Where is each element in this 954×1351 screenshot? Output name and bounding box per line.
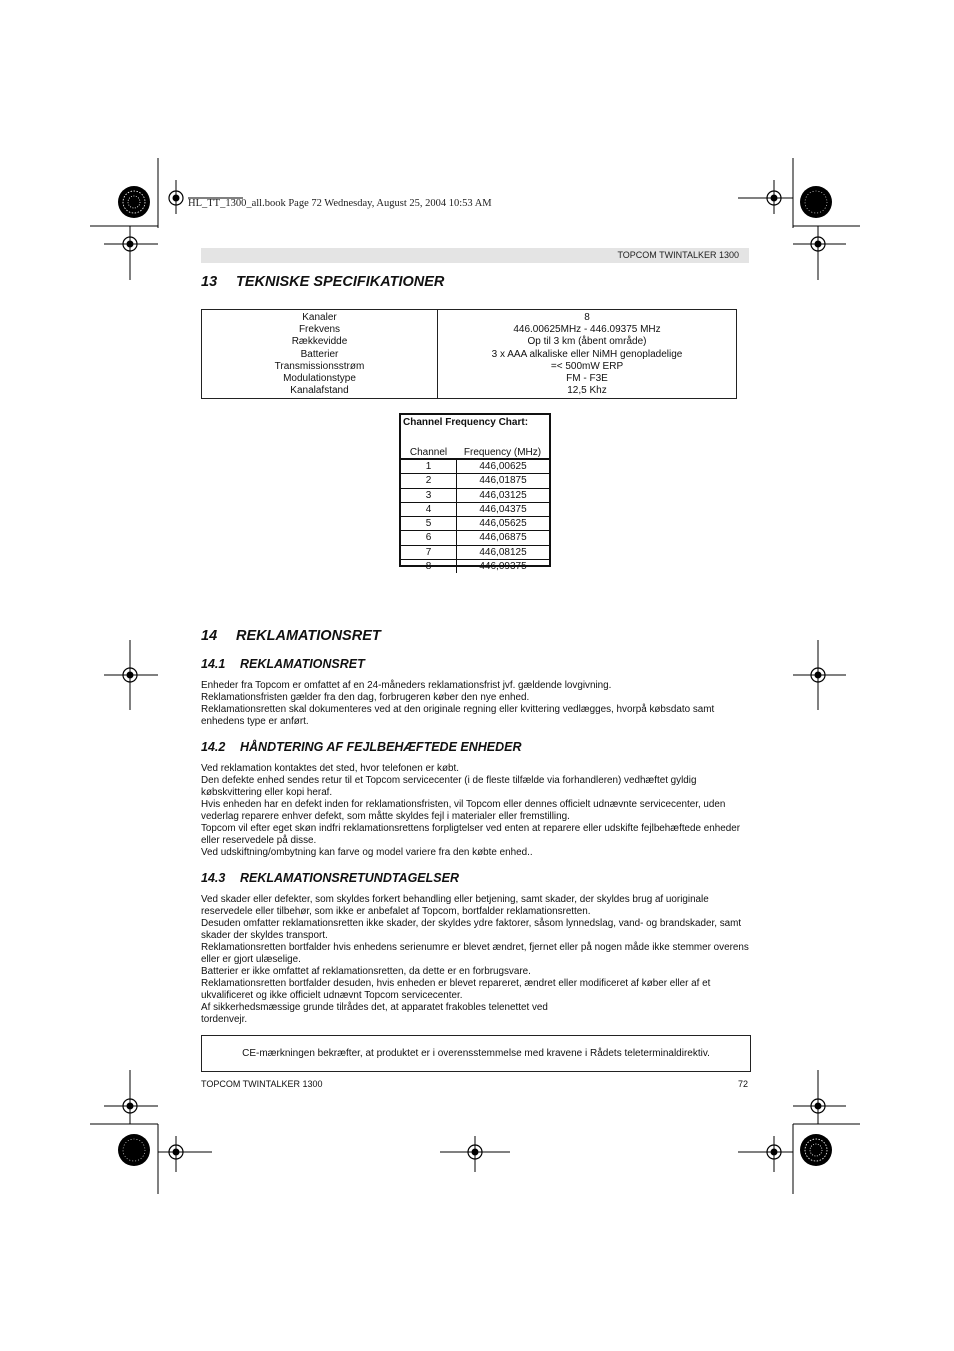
spec-values-column [438,310,736,398]
section-13-title: TEKNISKE SPECIFIKATIONER [236,274,445,290]
freq-channel-cell: 3 [401,489,457,502]
spec-label: Modulationstype [283,373,356,385]
channel-frequency-chart [399,413,551,573]
section-14-3-body [201,894,753,1026]
section-14-3-heading [201,871,459,885]
paragraph: Reklamationsfristen gælder fra den dag, forbrugeren køber den nye enhed. [201,692,530,703]
spec-label: Transmissionsstrøm [274,360,365,372]
spec-value: Op til 3 km (åbent område) [527,336,647,348]
spec-value: 446.00625MHz - 446.09375 MHz [513,324,661,336]
section-14-heading [201,628,381,644]
section-14-2-title: HÅNDTERING AF FEJLBEHÆFTEDE ENHEDER [240,740,522,754]
spec-value: 3 x AAA alkaliske eller NiMH genopladelige [491,348,683,360]
table-row [401,460,549,474]
table-row [401,546,549,560]
running-header-bar [201,248,749,263]
paragraph: Hvis enheden har en defekt inden for reklamationsfristen, vil Topcom eller dennes officielt udnævnte servicecenter, uden vederlag reparere enhver defekt, som måtte skyldes fejl i materialer eller fremstilling. [201,799,726,822]
freq-channel-cell: 1 [401,460,457,473]
spec-value: =< 500mW ERP [550,360,624,372]
footer-title: TOPCOM TWINTALKER 1300 [201,1079,323,1089]
table-row [401,503,549,517]
freq-channel-cell: 7 [401,546,457,559]
paragraph: Ved skader eller defekter, som skyldes forkert behandling eller betjening, samt skader, der skyldes brug af uoriginale reservedele eller tilbehør, som ikke er anbefalet af Topcom, bortfalder reklamationsretten. [201,894,709,917]
spec-table [201,309,737,399]
freq-frequency-cell: 446,01875 [479,475,527,487]
paragraph: Batterier er ikke omfattet af reklamationsretten, da dette er en forbrugsvare. [201,966,531,977]
freq-channel-cell: 8 [401,560,457,573]
freq-frequency-cell: 446,03125 [479,489,527,501]
freq-frequency-cell: 446,04375 [479,503,527,515]
section-14-title: REKLAMATIONSRET [236,628,381,644]
freq-chart-header [401,440,549,458]
section-14-2-number: 14.2 [201,740,226,754]
section-14-3-number: 14.3 [201,871,226,885]
section-14-1-title: REKLAMATIONSRET [240,657,365,671]
freq-col-frequency: Frequency (MHz) [463,447,542,458]
freq-frequency-cell: 446,05625 [479,518,527,530]
table-row [401,474,549,488]
freq-frequency-cell: 446,06875 [479,532,527,544]
freq-channel-cell: 2 [401,474,457,487]
section-13-number: 13 [201,274,218,290]
ce-notice-box [201,1035,751,1072]
freq-chart-title: Channel Frequency Chart: [403,417,529,428]
spec-label: Frekvens [298,324,341,336]
section-14-3-title: REKLAMATIONSRETUNDTAGELSER [240,871,459,885]
paragraph: Reklamationsretten bortfalder desuden, hvis enheden er blevet repareret, ændret eller modificeret af køber eller af et ukvalificeret og ikke officielt udnævnt Topcom servicecenter. [201,978,711,1001]
paragraph: Desuden omfatter reklamationsretten ikke skader, der skyldes ydre faktorer, såsom lynnedslag, vand- og brandskader, samt skader der skyldes transport. [201,918,742,941]
spec-label: Kanaler [302,312,337,323]
paragraph: tordenvejr. [201,1014,248,1025]
section-14-2-heading [201,740,522,754]
section-14-1-body [201,680,753,728]
paragraph: Reklamationsretten bortfalder hvis enhedens serienumre er blevet ændret, fjernet eller på nogen måde ikke stemmer overens eller er gjort ulæselige. [201,942,749,965]
ce-notice-text: CE-mærkningen bekræfter, at produktet er i overensstemmelse med kravene i Rådets teleterminaldirektiv. [242,1048,710,1059]
spec-value: FM - F3E [566,373,608,385]
spec-label: Batterier [300,348,339,360]
freq-chart-body [401,458,549,573]
freq-channel-cell: 4 [401,503,457,516]
paragraph: Den defekte enhed sendes retur til et Topcom servicecenter (i de fleste tilfælde via forhandleren) vedhæftet gyldig købskvittering eller kopi heraf. [201,775,697,798]
page-number: 72 [738,1079,749,1089]
paragraph: Af sikkerhedsmæssige grunde tilrådes det, at apparatet frakobles telenettet ved [201,1002,548,1013]
freq-col-channel: Channel [409,447,448,458]
paragraph: Ved reklamation kontaktes det sted, hvor telefonen er købt. [201,763,459,774]
spec-value: 8 [584,312,590,323]
table-row [401,531,549,545]
freq-frequency-cell: 446,08125 [479,546,527,558]
paragraph: Ved udskiftning/ombytning kan farve og model variere fra den købte enhed.. [201,847,533,858]
table-row [401,489,549,503]
section-14-number: 14 [201,628,218,644]
freq-channel-cell: 5 [401,517,457,530]
table-row [401,560,549,573]
paragraph: Enheder fra Topcom er omfattet af en 24-måneders reklamationsfrist jvf. gældende lovgivning. [201,680,612,691]
spec-label: Rækkevidde [291,336,348,348]
print-header-line: HL_TT_1300_all.book Page 72 Wednesday, August 25, 2004 10:53 AM [188,198,492,209]
section-14-1-heading [201,657,365,671]
section-14-1-number: 14.1 [201,657,226,671]
freq-frequency-cell: 446,09375 [479,561,527,573]
spec-label: Kanalafstand [290,385,349,397]
section-14-2-body [201,763,753,859]
section-13-heading [201,274,444,290]
paragraph: Reklamationsretten skal dokumenteres ved at den originale regning eller kvittering vedlægges, hvorpå købsdato samt enhedens type er anført. [201,704,715,727]
freq-channel-cell: 6 [401,531,457,544]
paragraph: Topcom vil efter eget skøn indfri reklamationsrettens forpligtelser ved enten at reparere eller udskifte fejlbehæftede enheder eller reservedele på disse. [201,823,741,846]
table-row [401,517,549,531]
freq-frequency-cell: 446,00625 [479,461,527,472]
spec-labels-column [202,310,438,398]
running-header-title: TOPCOM TWINTALKER 1300 [617,250,739,260]
spec-value: 12,5 Khz [567,385,607,397]
